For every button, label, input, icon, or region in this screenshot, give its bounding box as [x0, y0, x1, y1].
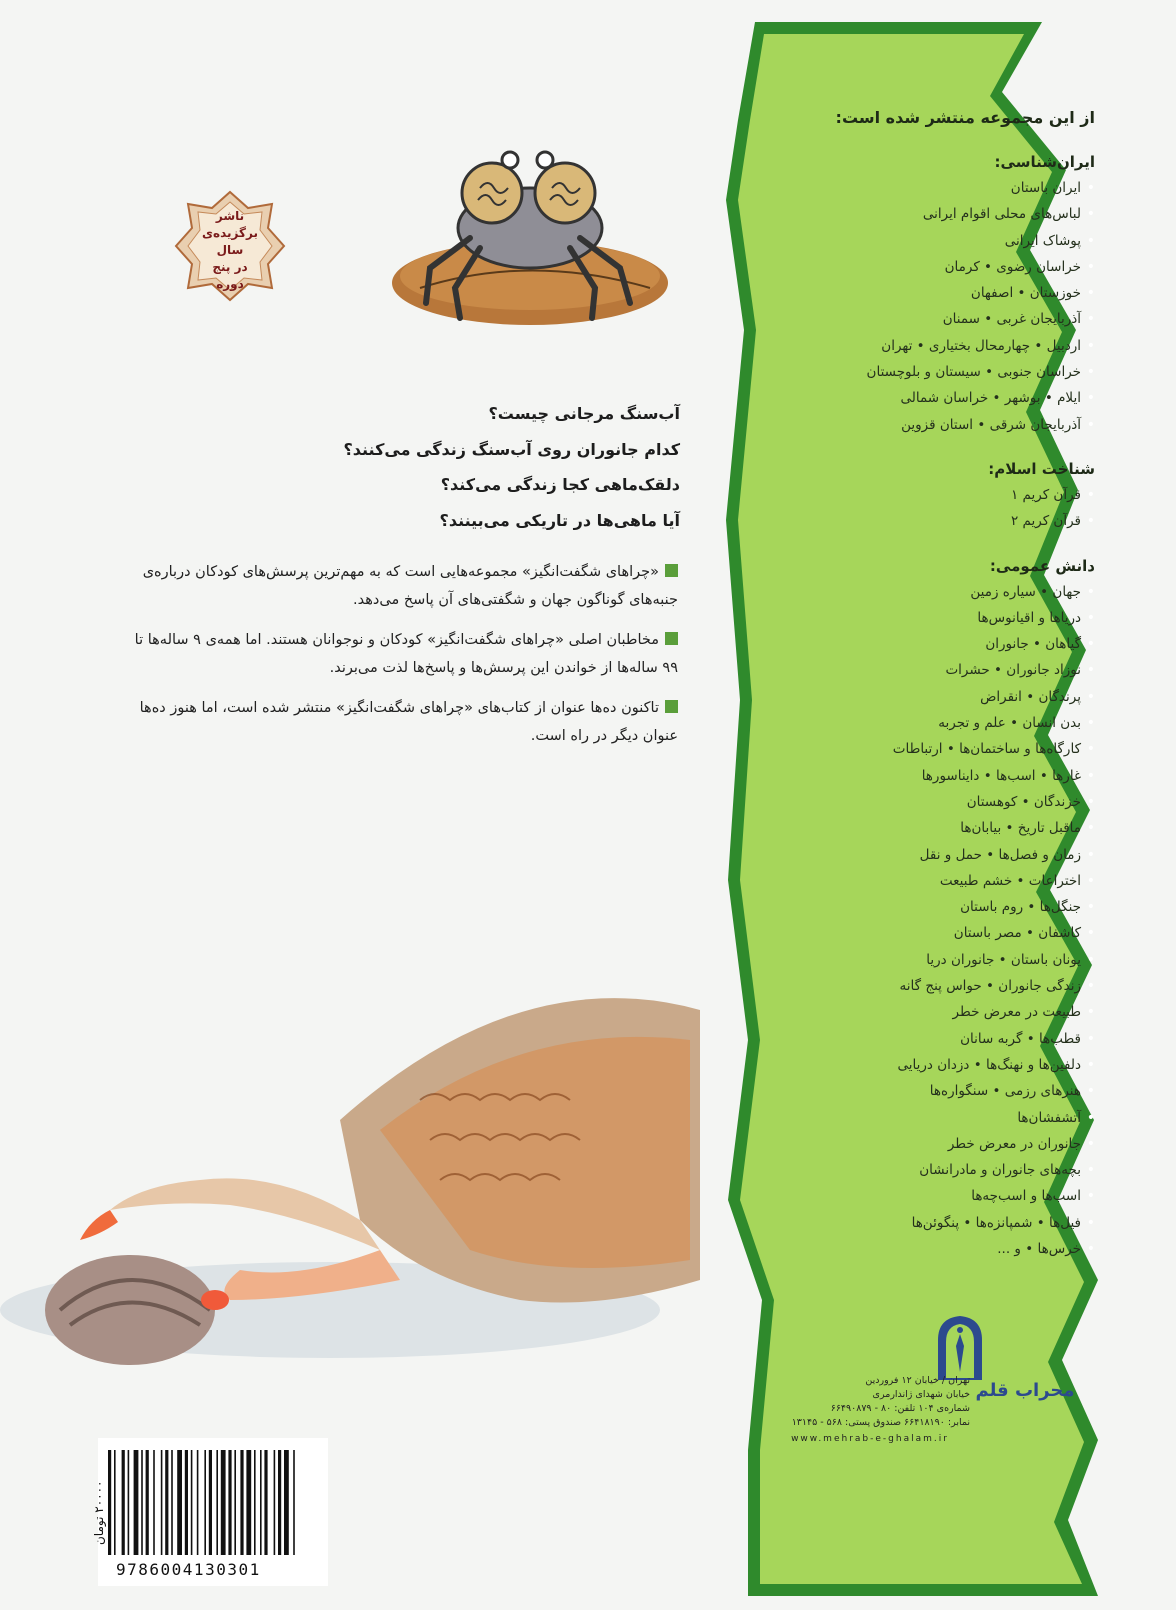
list-item: • جانوران در معرض خطر [765, 1131, 1081, 1157]
address-line: شماره‌ی ۱۰۴ تلفن: ۸۰ - ۶۶۴۹۰۸۷۹ [830, 1403, 970, 1414]
intro-paragraph-text: تاکنون ده‌ها عنوان از کتاب‌های «چراهای شگفت‌انگیز» منتشر شده است، اما هنوز ده‌ها عنوان دیگر در راه است. [139, 700, 678, 744]
category-islam [765, 460, 1095, 535]
category-iran-studies [765, 153, 1095, 438]
list-item: • ایران باستان [765, 175, 1081, 201]
list-item: • بدن انسان • علم و تجربه [765, 710, 1081, 736]
list-item: • آتشفشان‌ها [765, 1105, 1081, 1131]
barcode-bar [234, 1450, 236, 1555]
award-text [174, 208, 286, 293]
barcode-bar [114, 1450, 116, 1555]
award-line: سال [216, 243, 244, 257]
category-title: شناخت اسلام: [988, 459, 1095, 478]
list-item: • آذربایجان غربی • سمنان [765, 306, 1081, 332]
list-item: • خزندگان • کوهستان [765, 789, 1081, 815]
list-item: • غارها • اسب‌ها • دایناسورها [765, 763, 1081, 789]
list-item: • خرس‌ها • و ... [765, 1236, 1081, 1262]
list-item: • اختراعات • خشم طبیعت [765, 868, 1081, 894]
list-item: • قرآن کریم ۱ [765, 482, 1081, 508]
category-title: ایران‌شناسی: [994, 153, 1095, 171]
category-items [765, 482, 1095, 535]
barcode-digits: 9786004130301 [116, 1560, 261, 1579]
price-label: ۲۰۰۰۰ تومان [92, 1480, 106, 1545]
list-item: • گیاهان • جانوران [765, 631, 1081, 657]
barcode-bar [146, 1450, 149, 1555]
intro-paragraph [130, 558, 678, 614]
questions-list [300, 396, 680, 538]
publisher-website: www.mehrab-e-ghalam.ir [791, 1434, 949, 1444]
barcode-bar [161, 1450, 163, 1555]
square-bullet-icon [665, 564, 678, 577]
list-item: • دریاها و اقیانوس‌ها [765, 605, 1081, 631]
award-line: دوره [216, 277, 244, 291]
publisher-address [770, 1374, 970, 1430]
question: کدام جانوران روی آب‌سنگ زندگی می‌کنند؟ [343, 439, 680, 459]
barcode-bar [197, 1450, 199, 1555]
list-item: • قطب‌ها • گربه سانان [765, 1026, 1081, 1052]
award-line: ناشر [215, 209, 245, 223]
publisher-logo-icon [930, 1312, 990, 1382]
list-item: • خراسان جنوبی • سیستان و بلوچستان [765, 359, 1081, 385]
list-item: • کاشفان • مصر باستان [765, 920, 1081, 946]
list-item: • یونان باستان • جانوران دریا [765, 947, 1081, 973]
address-line: نمابر: ۶۶۴۱۸۱۹۰ صندوق پستی: ۵۶۸ - ۱۳۱۴۵ [791, 1417, 970, 1428]
list-item: • آذربایجان شرقی • استان قزوین [765, 412, 1081, 438]
intro-paragraph-text: «چراهای شگفت‌انگیز» مجموعه‌هایی است که به مهم‌ترین پرسش‌های کودکان درباره‌ی جنبه‌های گوناگون جهان و شگفتی‌های آن پاسخ می‌دهد. [142, 564, 678, 608]
list-item: • جهان • سیاره زمین [765, 579, 1081, 605]
list-item: • جنگل‌ها • روم باستان [765, 894, 1081, 920]
barcode-bar [108, 1450, 111, 1555]
barcode-bar [254, 1450, 256, 1555]
barcode-bar [122, 1450, 125, 1555]
address-line: تهران / خیابان ۱۲ فروردین [865, 1375, 970, 1386]
square-bullet-icon [665, 632, 678, 645]
barcode-bar [134, 1450, 139, 1555]
list-item: • ایلام • بوشهر • خراسان شمالی [765, 385, 1081, 411]
list-item: • طبیعت در معرض خطر [765, 999, 1081, 1025]
list-item: • نوزاد جانوران • حشرات [765, 657, 1081, 683]
barcode-bar [246, 1450, 251, 1555]
category-items [765, 175, 1095, 438]
list-item: • پرندگان • انقراض [765, 684, 1081, 710]
list-item: • قرآن کریم ۲ [765, 508, 1081, 534]
series-heading: از این مجموعه منتشر شده است: [835, 108, 1095, 127]
list-item: • اردبیل • چهارمحال بختیاری • تهران [765, 333, 1081, 359]
barcode-bar [240, 1450, 243, 1555]
intro-text [130, 558, 678, 762]
question: آب‌سنگ مرجانی چیست؟ [488, 404, 680, 423]
question: آیا ماهی‌ها در تاریکی می‌بینند؟ [439, 510, 680, 530]
series-list [765, 108, 1095, 1284]
list-item: • بچه‌های جانوران و مادرانشان [765, 1157, 1081, 1183]
barcode-bar [216, 1450, 218, 1555]
list-item: • خوزستان • اصفهان [765, 280, 1081, 306]
barcode-bar [204, 1450, 206, 1555]
award-line: در پنج [212, 260, 248, 274]
category-items [765, 579, 1095, 1263]
category-title: دانش عمومی: [989, 556, 1095, 575]
list-item: • کارگاه‌ها و ساختمان‌ها • ارتباطات [765, 736, 1081, 762]
intro-paragraph-text: مخاطبان اصلی «چراهای شگفت‌انگیز» کودکان و نوجوانان هستند. اما همه‌ی ۹ ساله‌ها تا ۹۹ ساله‌ها از خواندن این پرسش‌ها و پاسخ‌ها لذت می‌برند. [134, 632, 678, 676]
barcode-bar [165, 1450, 168, 1555]
barcode-bar [153, 1450, 155, 1555]
barcode-bar [171, 1450, 173, 1555]
list-item: • لباس‌های محلی اقوام ایرانی [765, 201, 1081, 227]
barcode-bar [177, 1450, 182, 1555]
list-item: • هنرهای رزمی • سنگواره‌ها [765, 1078, 1081, 1104]
crab-illustration [380, 138, 670, 338]
list-item: • فیل‌ها • شمپانزه‌ها • پنگوئن‌ها [765, 1210, 1081, 1236]
cone-snail-illustration [0, 980, 700, 1380]
award-line: برگزیده‌ی [202, 226, 258, 240]
barcode-bar [260, 1450, 262, 1555]
list-item: • زندگی جانوران • حواس پنج گانه [765, 973, 1081, 999]
barcode-bar [284, 1450, 289, 1555]
barcode-bar [191, 1450, 193, 1555]
barcode-bar [141, 1450, 143, 1555]
list-item: • پوشاک ایرانی [765, 228, 1081, 254]
address-line: خیابان شهدای ژاندارمری [872, 1389, 970, 1400]
publisher-name: محراب قلم [975, 1380, 1075, 1401]
question: دلقک‌ماهی کجا زندگی می‌کند؟ [440, 475, 680, 494]
barcode-bar [185, 1450, 188, 1555]
list-item: • دلفین‌ها و نهنگ‌ها • دزدان دریایی [765, 1052, 1081, 1078]
list-item: • خراسان رضوی • کرمان [765, 254, 1081, 280]
intro-paragraph [130, 694, 678, 750]
barcode-bar [278, 1450, 281, 1555]
publisher-block [770, 1312, 1090, 1450]
barcode-bar [221, 1450, 226, 1555]
barcode-bar [274, 1450, 276, 1555]
list-item: • ماقبل تاریخ • بیابان‌ها [765, 815, 1081, 841]
square-bullet-icon [665, 700, 678, 713]
list-item: • اسب‌ها و اسب‌چه‌ها [765, 1183, 1081, 1209]
barcode-bar [128, 1450, 130, 1555]
intro-paragraph [130, 626, 678, 682]
barcode-bar [264, 1450, 267, 1555]
barcode-bar [228, 1450, 231, 1555]
list-item: • زمان و فصل‌ها • حمل و نقل [765, 842, 1081, 868]
category-general-knowledge [765, 557, 1095, 1263]
barcode-bar [209, 1450, 212, 1555]
barcode-bar [293, 1450, 295, 1555]
